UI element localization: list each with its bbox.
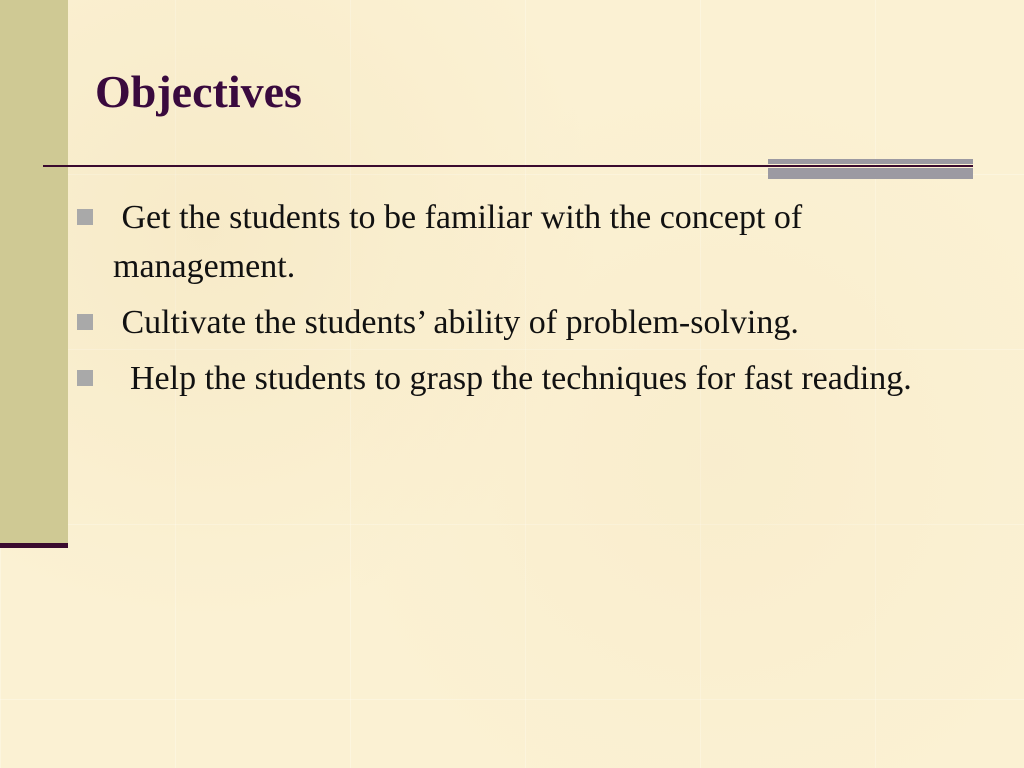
list-item-text: Cultivate the students’ ability of problem-solving. (113, 304, 799, 341)
accent-bar-thin (768, 159, 973, 164)
list-item-text: Help the students to grasp the techniques for fast reading. (113, 360, 912, 397)
list-item (75, 354, 945, 403)
list-item-text: Get the students to be familiar with the concept of management. (113, 199, 811, 285)
objectives-list (75, 193, 945, 410)
left-accent-band-base (0, 543, 68, 548)
slide-title: Objectives (95, 66, 302, 117)
square-bullet-icon (77, 209, 93, 225)
square-bullet-icon (77, 314, 93, 330)
list-item (75, 193, 945, 291)
list-item (75, 298, 945, 347)
accent-bar-thick (768, 168, 973, 179)
square-bullet-icon (77, 370, 93, 386)
left-accent-band (0, 0, 68, 545)
title-accent-bars (768, 159, 973, 179)
